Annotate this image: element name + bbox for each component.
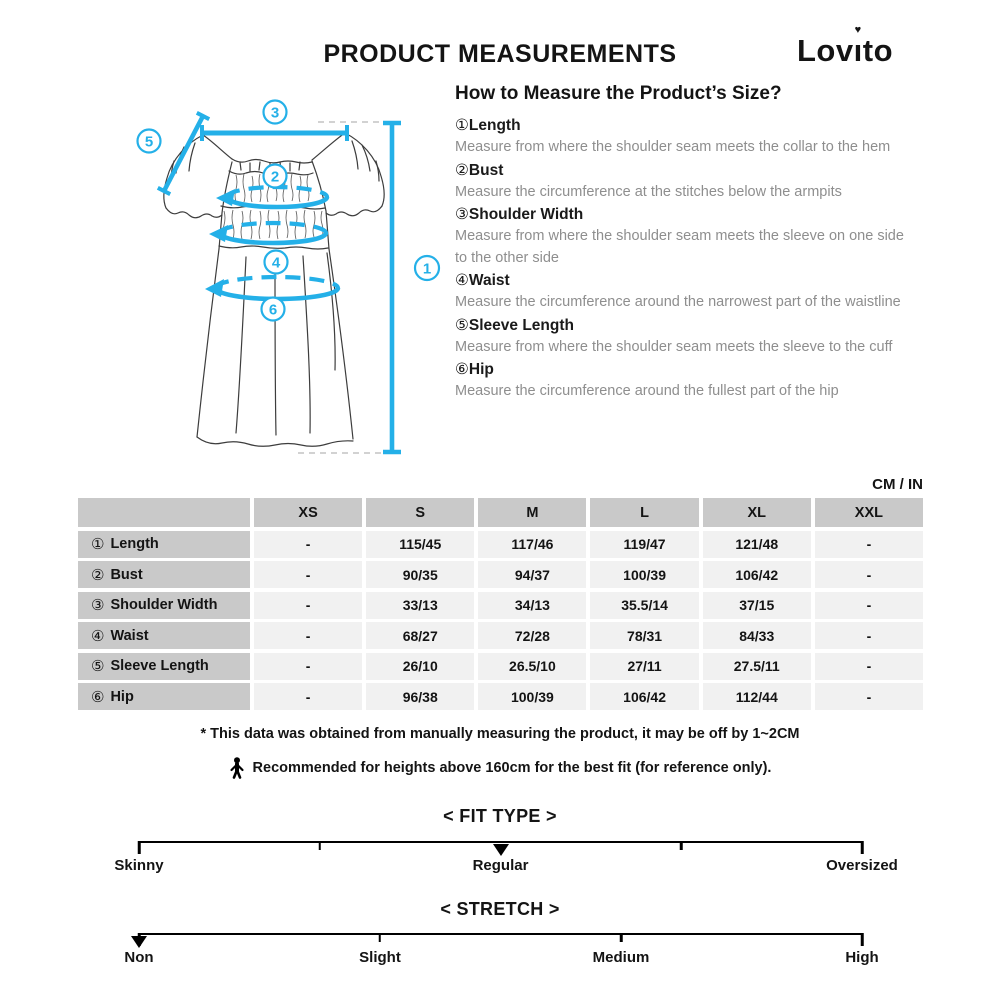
measure-line-length bbox=[383, 123, 401, 452]
fit-type-title: < FIT TYPE > bbox=[443, 806, 557, 826]
page-title: PRODUCT MEASUREMENTS bbox=[323, 40, 677, 68]
measure-ellipse-waist bbox=[209, 223, 326, 243]
size-value-cell: 33/13 bbox=[366, 592, 474, 619]
measure-ellipse-bust bbox=[216, 187, 327, 207]
scale-label: Slight bbox=[359, 949, 401, 966]
size-value-cell: - bbox=[815, 531, 923, 558]
size-value-cell: 117/46 bbox=[478, 531, 586, 558]
svg-text:4: 4 bbox=[271, 254, 281, 272]
height-recommendation-text: Recommended for heights above 160cm for the best fit (for reference only). bbox=[252, 760, 772, 776]
svg-text:3: 3 bbox=[270, 104, 280, 122]
size-table bbox=[78, 498, 923, 710]
instruction-number: ⑥ bbox=[455, 361, 469, 378]
person-height-icon bbox=[229, 757, 245, 779]
size-value-cell: 106/42 bbox=[703, 561, 811, 588]
instruction-item-sleeve-length bbox=[455, 314, 910, 359]
size-value-cell: 37/15 bbox=[703, 592, 811, 619]
size-col-header: S bbox=[366, 498, 474, 527]
instruction-number: ② bbox=[455, 161, 469, 179]
svg-text:5: 5 bbox=[144, 133, 154, 151]
svg-text:1: 1 bbox=[422, 260, 432, 278]
size-value-cell: 100/39 bbox=[478, 683, 586, 710]
stretch-marker bbox=[131, 936, 147, 948]
how-to-measure-title: How to Measure the Product’s Size? bbox=[455, 83, 782, 104]
size-value-cell: 26/10 bbox=[366, 653, 474, 680]
size-value-cell: 119/47 bbox=[590, 531, 698, 558]
size-value-cell: 94/37 bbox=[478, 561, 586, 588]
size-value-cell: 112/44 bbox=[703, 683, 811, 710]
row-label-shoulder-width: ③ Shoulder Width bbox=[78, 592, 250, 619]
scale-label: High bbox=[845, 949, 879, 966]
size-value-cell: 96/38 bbox=[366, 683, 474, 710]
scale-label: Skinny bbox=[114, 857, 164, 874]
instruction-number: ③ bbox=[455, 206, 469, 223]
size-value-cell: - bbox=[815, 561, 923, 588]
instruction-item-shoulder-width bbox=[455, 203, 910, 269]
size-value-cell: - bbox=[254, 683, 362, 710]
size-value-cell: 68/27 bbox=[366, 622, 474, 649]
scale-tick bbox=[861, 841, 864, 854]
brand-letter-i: ı ♥ bbox=[853, 24, 863, 68]
instruction-number: ⑤ bbox=[455, 316, 469, 334]
instruction-desc: Measure the circumference around the narrowest part of the waistline bbox=[455, 294, 901, 310]
svg-text:6: 6 bbox=[268, 301, 278, 319]
brand-text: Lov bbox=[797, 33, 854, 68]
instruction-name: Shoulder Width bbox=[468, 206, 584, 223]
diagram-marker-6 bbox=[262, 298, 285, 321]
instruction-name: Waist bbox=[468, 272, 510, 289]
size-value-cell: 100/39 bbox=[590, 561, 698, 588]
instruction-item-hip bbox=[455, 358, 910, 403]
size-value-cell: 35.5/14 bbox=[590, 592, 698, 619]
scale-label: Non bbox=[124, 949, 154, 966]
size-value-cell: 90/35 bbox=[366, 561, 474, 588]
size-col-header: XS bbox=[254, 498, 362, 527]
size-value-cell: - bbox=[254, 653, 362, 680]
heart-dot-icon: ♥ bbox=[854, 24, 862, 36]
unit-label: CM / IN bbox=[872, 476, 923, 493]
size-value-cell: 121/48 bbox=[703, 531, 811, 558]
size-value-cell: 27/11 bbox=[590, 653, 698, 680]
size-value-cell: - bbox=[254, 531, 362, 558]
instruction-desc: Measure from where the shoulder seam meets the sleeve on one side to the other side bbox=[455, 228, 904, 266]
accuracy-note: * This data was obtained from manually measuring the product, it may be off by 1~2CM bbox=[200, 726, 800, 742]
stretch-scale bbox=[139, 933, 862, 949]
instruction-desc: Measure from where the shoulder seam meets the collar to the hem bbox=[455, 139, 891, 155]
size-value-cell: - bbox=[254, 561, 362, 588]
size-value-cell: - bbox=[815, 683, 923, 710]
svg-text:2: 2 bbox=[270, 168, 280, 186]
size-value-cell: 27.5/11 bbox=[703, 653, 811, 680]
scale-tick bbox=[680, 841, 683, 850]
instruction-number: ① bbox=[455, 117, 469, 134]
diagram-marker-5 bbox=[138, 130, 161, 153]
how-to-measure-section bbox=[455, 83, 910, 403]
row-label-length: ① Length bbox=[78, 531, 250, 558]
instruction-name: Bust bbox=[468, 161, 504, 179]
instruction-desc: Measure the circumference at the stitches below the armpits bbox=[455, 183, 842, 200]
instruction-item-length bbox=[455, 114, 910, 159]
leader-lines bbox=[298, 122, 386, 453]
instruction-number: ④ bbox=[455, 272, 469, 289]
scale-tick bbox=[379, 933, 382, 942]
size-col-header: M bbox=[478, 498, 586, 527]
height-recommendation-note bbox=[0, 757, 1000, 779]
size-value-cell: 84/33 bbox=[703, 622, 811, 649]
size-value-cell: - bbox=[815, 622, 923, 649]
diagram-marker-2 bbox=[264, 165, 287, 188]
size-value-cell: - bbox=[815, 653, 923, 680]
instruction-desc: Measure the circumference around the fullest part of the hip bbox=[455, 383, 839, 399]
row-label-bust: ② Bust bbox=[78, 561, 250, 588]
scale-line bbox=[139, 933, 862, 935]
instruction-name: Length bbox=[468, 117, 521, 134]
scale-tick bbox=[861, 933, 864, 946]
size-value-cell: 72/28 bbox=[478, 622, 586, 649]
stretch-title: < STRETCH > bbox=[440, 899, 560, 919]
size-col-header: L bbox=[590, 498, 698, 527]
dress-measurement-diagram bbox=[100, 85, 450, 475]
fit-type-scale bbox=[139, 841, 862, 857]
diagram-marker-3 bbox=[264, 101, 287, 124]
size-value-cell: - bbox=[254, 622, 362, 649]
size-value-cell: 78/31 bbox=[590, 622, 698, 649]
instruction-desc: Measure from where the shoulder seam meets the sleeve to the cuff bbox=[455, 338, 893, 355]
stretch-labels bbox=[124, 949, 879, 969]
scale-tick bbox=[319, 841, 322, 850]
scale-label: Regular bbox=[472, 857, 529, 874]
brand-text: to bbox=[862, 33, 894, 68]
scale-label: Medium bbox=[592, 949, 650, 966]
fit-type-labels bbox=[114, 857, 898, 877]
measure-ellipse-hip bbox=[205, 277, 338, 299]
row-label-sleeve-length: ⑤ Sleeve Length bbox=[78, 653, 250, 680]
diagram-marker-4 bbox=[265, 251, 288, 274]
size-value-cell: - bbox=[254, 592, 362, 619]
measure-line-shoulder-width bbox=[202, 125, 347, 141]
size-col-header: XL bbox=[703, 498, 811, 527]
size-col-header: XXL bbox=[815, 498, 923, 527]
scale-tick bbox=[620, 933, 623, 942]
size-value-cell: 34/13 bbox=[478, 592, 586, 619]
fit-type-marker bbox=[493, 844, 509, 856]
instruction-name: Sleeve Length bbox=[468, 316, 574, 334]
size-value-cell: 115/45 bbox=[366, 531, 474, 558]
row-label-hip: ⑥ Hip bbox=[78, 683, 250, 710]
table-corner-cell bbox=[78, 498, 250, 527]
instruction-item-bust bbox=[455, 159, 910, 204]
size-value-cell: - bbox=[815, 592, 923, 619]
size-value-cell: 26.5/10 bbox=[478, 653, 586, 680]
row-label-waist: ④ Waist bbox=[78, 622, 250, 649]
scale-tick bbox=[138, 841, 141, 854]
instruction-name: Hip bbox=[468, 361, 494, 378]
brand-logo bbox=[797, 24, 894, 69]
instruction-item-waist bbox=[455, 269, 910, 314]
size-value-cell: 106/42 bbox=[590, 683, 698, 710]
scale-label: Oversized bbox=[826, 857, 898, 874]
diagram-marker-1 bbox=[415, 256, 439, 280]
